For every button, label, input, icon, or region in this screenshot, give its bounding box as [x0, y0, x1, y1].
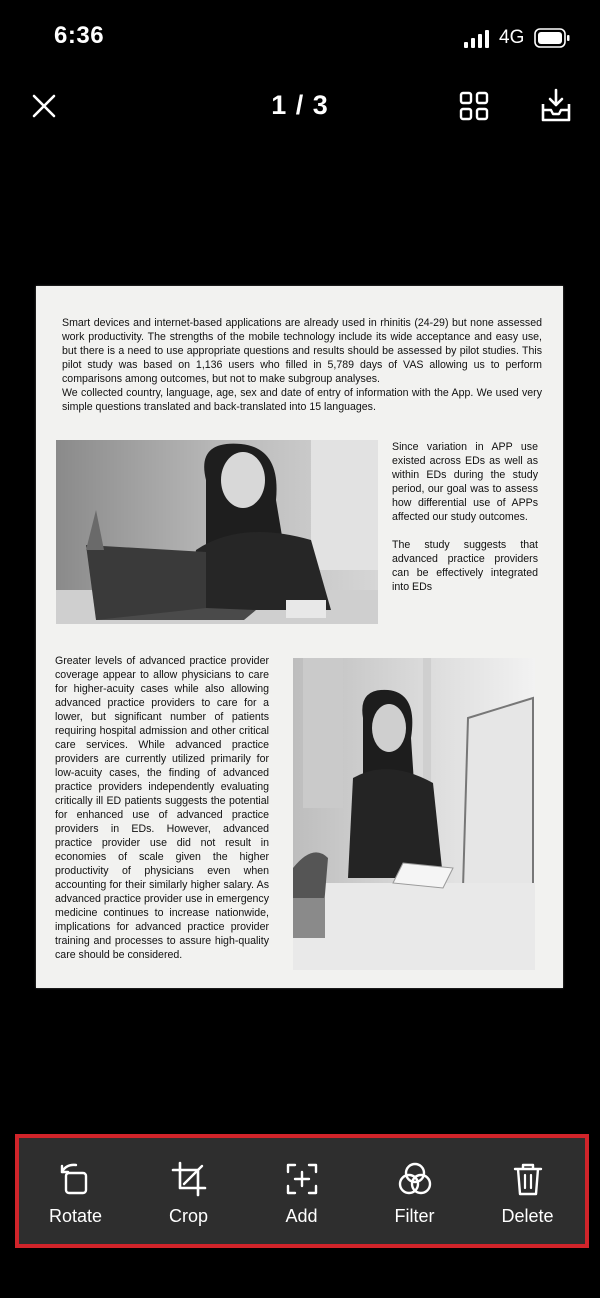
crop-label: Crop [168, 1206, 208, 1226]
signal-icon [464, 30, 492, 48]
filter-icon [396, 1160, 434, 1198]
add-label: Add [285, 1206, 318, 1226]
left-column-text: Greater levels of advanced practice provider coverage appear to allow physicians to care for higher-acuity cases while also allowing advanced practice providers to care for a lower, but significant number of patients requiring hospital admission and other critical care services. While advanced practice providers are currently utilized primarily for low-acuity cases, the finding of advanced practice providers independently evaluating critically ill ED patients suggests the potential for enhanced use of advanced practice providers in EDs. However, advanced practice provider use did not result in economies of scale given the higher productivity of physicians even when accounting for their similarly higher salary. As advanced practice provider use in emergency medicine continues to increase nationwide, implications for advanced practice provider training and processes to assure high-quality care should be considered. [55, 655, 269, 961]
intro-paragraph: We collected country, language, age, sex and date of entry of information with the App. We used very simple questions translated and back-translated into 15 languages. [62, 387, 542, 413]
rotate-button[interactable] [19, 1138, 132, 1244]
intro-text [62, 316, 542, 414]
status-bar [0, 0, 600, 76]
delete-button[interactable] [471, 1138, 584, 1244]
document-page [36, 286, 563, 988]
status-time: 6:36 [54, 22, 105, 49]
crop-button[interactable] [132, 1138, 245, 1244]
add-page-icon [283, 1160, 321, 1198]
rotate-icon [57, 1160, 95, 1198]
grid-view-icon[interactable] [454, 86, 494, 126]
save-tray-icon[interactable] [534, 84, 578, 128]
top-bar [0, 76, 600, 140]
filter-button[interactable] [358, 1138, 471, 1244]
add-button[interactable] [245, 1138, 358, 1244]
battery-icon [534, 28, 570, 48]
photo-woman-laptop [56, 440, 378, 624]
crop-icon [170, 1160, 208, 1198]
network-type: 4G [499, 27, 525, 48]
edit-toolbar [15, 1134, 589, 1248]
trash-icon [509, 1160, 547, 1198]
side-text [392, 440, 538, 608]
photo-woman-writing [293, 658, 535, 970]
side-paragraph: Since variation in APP use existed across EDs as well as within EDs during the study period, our goal was to assess how differential use of APPs affected our study outcomes. [392, 441, 538, 523]
delete-label: Delete [501, 1206, 554, 1226]
side-paragraph: The study suggests that advanced practice providers can be effectively integrated into EDs [392, 539, 538, 593]
filter-label: Filter [394, 1206, 435, 1226]
intro-paragraph: Smart devices and internet-based applications are already used in rhinitis (24-29) but none assessed work productivity. The strengths of the mobile technology include its wide acceptance and easy use, but there is a need to use appropriate questions and results should be assessed by pilot studies. This pilot study was based on 1,136 users who filled in 5,789 days of VAS allowing us to perform comparisons among outcomes, but not to make subgroup analyses. [62, 317, 542, 385]
page-counter: 1 / 3 [271, 90, 329, 120]
rotate-label: Rotate [48, 1206, 103, 1226]
